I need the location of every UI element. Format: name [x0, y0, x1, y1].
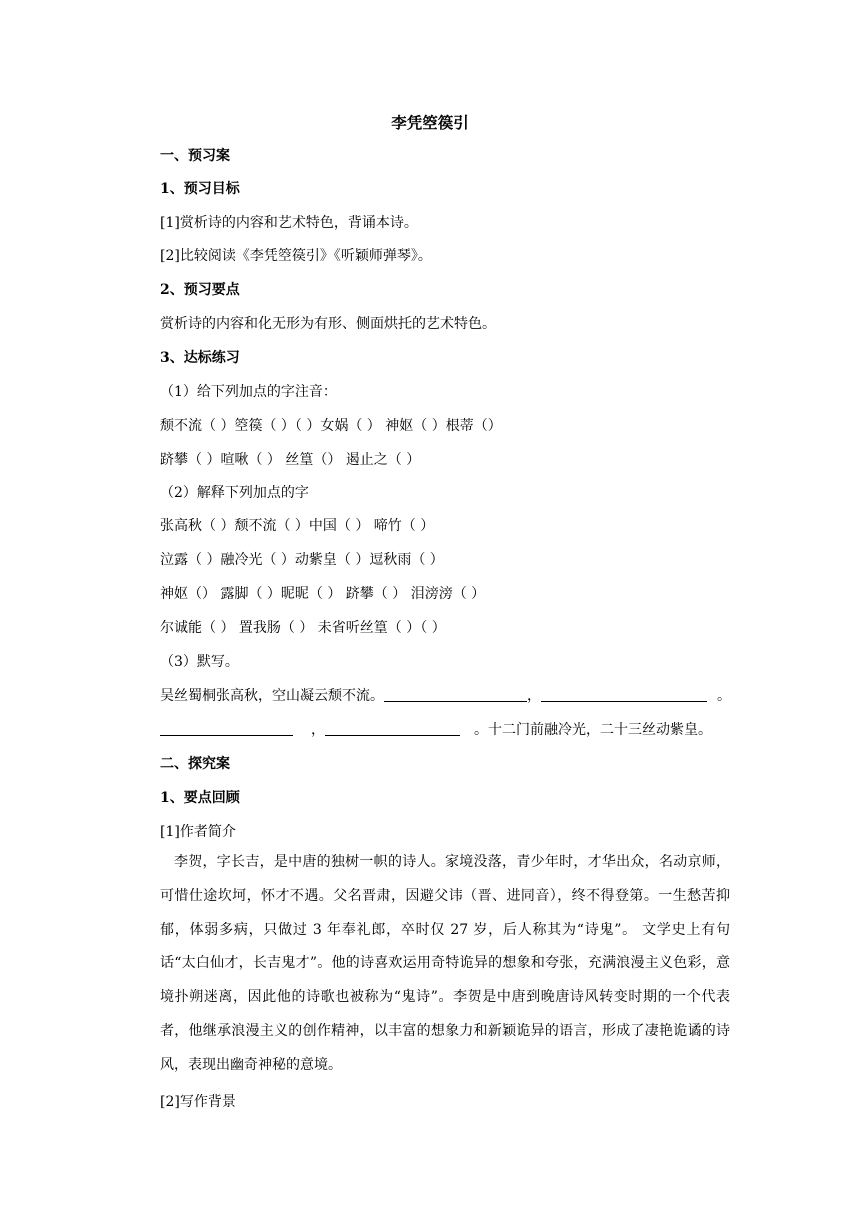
dictation-end-1: 。 — [717, 688, 731, 704]
exercise-1-prompt: （1）给下列加点的字注音： — [160, 384, 337, 400]
exercise-2-prompt: （2）解释下列加点的字 — [160, 485, 309, 501]
heading-exercises: 3、达标练习 — [160, 350, 240, 366]
author-paragraph: 李贺，字长吉，是中唐的独树一帜的诗人。家境没落，青少年时，才华出众，名动京师，可惜仕途坎坷，怀才不遇。父名晋肃，因避父讳（晋、进同音），终不得登第。一生愁苦抑郁，体弱多病，只做过 3 年奉礼郎，卒时仅 27 岁，后人称其为“诗鬼”。 文学史上有句话“太白仙才，长吉鬼才”。他的诗喜欢运用奇特诡异的想象和夸张，充满浪漫主义色彩，意境扑朔迷离，因此他的诗歌也被称为“鬼诗”。李贺是中唐到晚唐诗风转变时期的一个代表者，他继承浪漫主义的创作精神，以丰富的想象力和新颖诡异的语言，形成了凄艳诡谲的诗风，表现出幽奇神秘的意境。 — [160, 854, 730, 1073]
exercise-1-line-2: 跻攀（ ）喧啾（ ） 丝篁（） 遏止之（ ） — [160, 452, 421, 468]
goal-1: [1]赏析诗的内容和艺术特色，背诵本诗。 — [160, 215, 418, 231]
dictation-blank-3[interactable] — [160, 721, 293, 736]
exercise-2-line-2: 泣露（ ）融冷光（ ）动紫皇（ ）逗秋雨（ ） — [160, 552, 444, 568]
doc-title: 李凭箜篌引 — [391, 113, 469, 132]
section-inquiry: 二、探究案 — [160, 756, 230, 772]
exercise-2-line-3: 神妪（） 露脚（ ）昵昵（ ） 跻攀（ ） 泪滂滂（ ） — [160, 586, 486, 602]
exercise-1-line-1: 颓不流（ ）箜篌（ ）（ ）女娲（ ） 神妪（ ）根蒂（） — [160, 418, 502, 434]
dictation-blank-2[interactable] — [541, 687, 707, 702]
exercise-2-line-4: 尔诚能（ ） 置我肠（ ） 未省听丝篁（ ）（ ） — [160, 620, 446, 636]
dictation-blank-4[interactable] — [325, 721, 460, 736]
dictation-line-1 — [160, 686, 731, 706]
dictation-comma-1: ， — [527, 688, 541, 704]
exercise-2-line-1: 张高秋（ ）颓不流（ ）中国（ ） 啼竹（ ） — [160, 518, 435, 534]
heading-goals: 1、预习目标 — [160, 181, 240, 197]
key-point-1: 赏析诗的内容和化无形为有形、侧面烘托的艺术特色。 — [160, 316, 496, 332]
goal-2: [2]比较阅读《李凭箜篌引》《听颖师弹琴》。 — [160, 248, 432, 264]
section-preview: 一、预习案 — [160, 148, 230, 164]
heading-background: [2]写作背景 — [160, 1094, 236, 1110]
heading-review: 1、要点回顾 — [160, 790, 240, 806]
dictation-given-text: 吴丝蜀桐张高秋，空山凝云颓不流。 — [160, 688, 384, 704]
dictation-line-2 — [160, 720, 712, 740]
exercise-3-prompt: （3）默写。 — [160, 654, 239, 670]
heading-author: [1]作者简介 — [160, 824, 236, 840]
dictation-blank-1[interactable] — [384, 687, 527, 702]
dictation-comma-2: ， — [311, 722, 325, 738]
dictation-end-2: 。十二门前融冷光，二十三丝动紫皇。 — [474, 722, 712, 738]
heading-key-points: 2、预习要点 — [160, 282, 240, 298]
